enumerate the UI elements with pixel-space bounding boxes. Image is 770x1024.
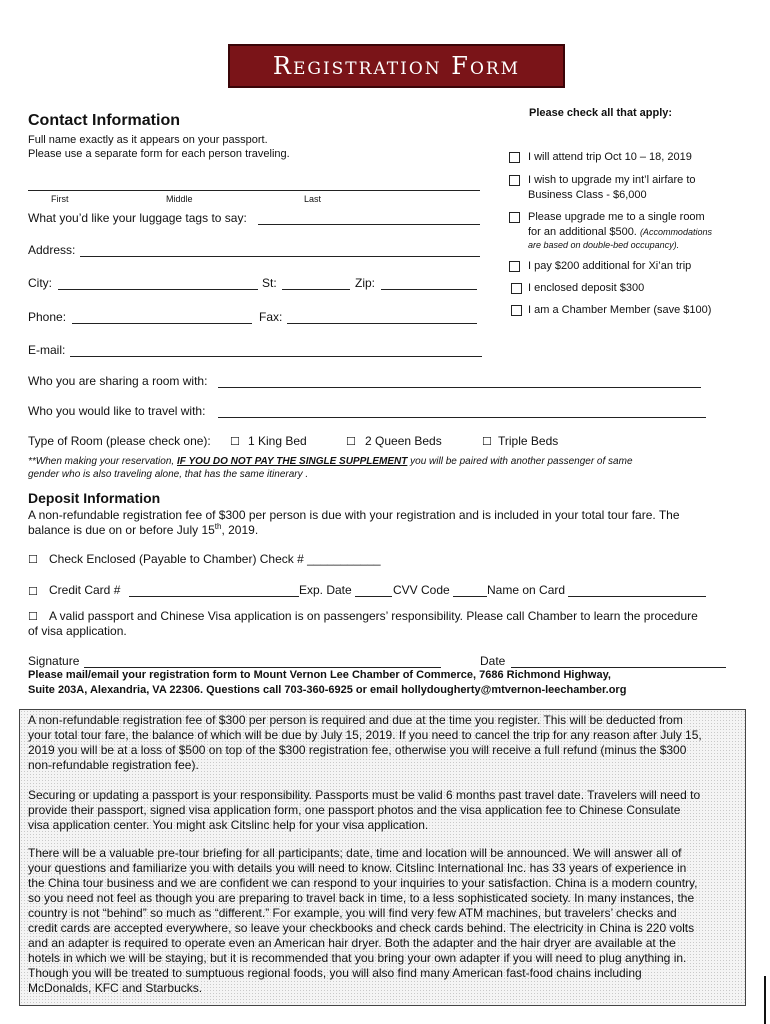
upgrade-airfare-label: I wish to upgrade my int’l airfare to <box>528 174 696 186</box>
single-room-checkbox[interactable] <box>509 212 520 223</box>
state-field[interactable] <box>282 289 350 290</box>
mail-instructions-1: Please mail/email your registration form to Mount Vernon Lee Chamber of Commerce, 7686 Richmond Highway, <box>28 669 611 681</box>
attend-trip-checkbox[interactable] <box>509 152 520 163</box>
contact-heading: Contact Information <box>28 112 180 129</box>
city-label: City: <box>28 276 52 290</box>
deposit-text-2-sup: th <box>214 522 222 531</box>
info-line: Though you will be treated to sumptuous regional foods, you will also find many American fast-food chains including <box>28 966 642 980</box>
info-line: and an adapter is required to operate even an American hair dryer. Both the adapter and the hair dryer are available at the <box>28 936 676 950</box>
zip-field[interactable] <box>381 289 477 290</box>
email-label: E-mail: <box>28 343 66 357</box>
info-line: provide their passport, signed visa application form, one passport photos and the visa application fee to Chinese Consulate <box>28 803 681 817</box>
phone-label: Phone: <box>28 310 67 324</box>
exp-date-label: Exp. Date <box>299 583 352 597</box>
info-paragraph-3 <box>28 846 742 996</box>
upgrade-airfare-checkbox[interactable] <box>509 175 520 186</box>
zip-label: Zip: <box>355 276 376 290</box>
info-line: McDonalds, KFC and Starbucks. <box>28 981 203 995</box>
check-enclosed-label: Check Enclosed (Payable to Chamber) Check # ___________ <box>49 552 381 566</box>
date-label: Date <box>480 654 506 668</box>
queen-beds-checkbox[interactable]: ☐ <box>346 436 356 448</box>
page-edge-mark <box>764 976 766 1024</box>
signature-label: Signature <box>28 654 80 668</box>
info-line: visa application center. You might ask Citslinc help for your visa application. <box>28 818 429 832</box>
luggage-field[interactable] <box>258 224 480 225</box>
mail-instructions-2: Suite 203A, Alexandria, VA 22306. Questions call 703-360-6925 or email hollydougherty@mtvernon-leechamber.org <box>28 684 627 696</box>
middle-label: Middle <box>166 194 193 204</box>
cvv-field[interactable] <box>453 596 487 597</box>
exp-date-field[interactable] <box>355 596 392 597</box>
occupancy-note: are based on double-bed occupancy). <box>528 240 680 250</box>
deposit-heading: Deposit Information <box>28 490 161 506</box>
deposit-text-2b: , 2019. <box>221 523 259 537</box>
phone-field[interactable] <box>72 323 252 324</box>
info-line: your questions and familiarize you with details you will need to know. Citslinc International Inc. has 33 years of experience in <box>28 861 687 875</box>
credit-card-field[interactable] <box>129 596 299 597</box>
chamber-member-label: I am a Chamber Member (save $100) <box>528 304 712 316</box>
sharing-field[interactable] <box>218 387 701 388</box>
deposit-text-1: A non-refundable registration fee of $300 per person is due with your registration and is included in your total tour fare. The <box>28 508 680 522</box>
sharing-label: Who you are sharing a room with: <box>28 374 208 388</box>
xian-trip-checkbox[interactable] <box>509 261 520 272</box>
info-line: country is not “behind” so much as “different.” For example, you will find very few ATM machines, but travelers’ checks and <box>28 906 677 920</box>
cvv-label: CVV Code <box>393 583 450 597</box>
name-instruction-2: Please use a separate form for each person traveling. <box>28 148 290 160</box>
business-class-label: Business Class - $6,000 <box>528 189 647 201</box>
info-line: the China tour business and we are confident we can respond to your inquiries to your satisfaction. China is a modern country, <box>28 876 698 890</box>
info-line: credit cards are accepted everywhere, so leave your checkbooks and check cards behind. The electricity in China is 220 volts <box>28 921 695 935</box>
info-line: hotels in which we will be staying, but it is recommended that you bring your own adapter if you will need to plug anything in. <box>28 951 687 965</box>
xian-trip-label: I pay $200 additional for Xi’an trip <box>528 260 692 272</box>
fax-label: Fax: <box>259 310 283 324</box>
info-paragraph-2 <box>28 788 742 833</box>
full-name-field[interactable] <box>28 190 480 191</box>
single-room-price-text: for an additional $500. <box>528 226 637 238</box>
info-line: non-refundable registration fee). <box>28 758 199 772</box>
travel-with-field[interactable] <box>218 417 706 418</box>
address-label: Address: <box>28 243 76 257</box>
single-supplement-note-2: gender who is also traveling alone, that has the same itinerary . <box>28 469 309 480</box>
accommodations-note: (Accommodations <box>639 227 712 237</box>
credit-card-checkbox[interactable]: ☐ <box>28 586 38 598</box>
checklist-heading: Please check all that apply: <box>529 107 673 119</box>
name-on-card-field[interactable] <box>568 596 706 597</box>
credit-card-label: Credit Card # <box>49 583 121 597</box>
king-bed-checkbox[interactable]: ☐ <box>230 436 240 448</box>
triple-beds-label: Triple Beds <box>498 434 559 448</box>
info-line: 2019 you will be at a loss of $500 on top of the $300 registration fee, otherwise you will receive a full refund (minus the $300 <box>28 743 687 757</box>
travel-with-label: Who you would like to travel with: <box>28 404 206 418</box>
state-label: St: <box>262 276 277 290</box>
name-on-card-label: Name on Card <box>487 583 566 597</box>
deposit-checkbox[interactable] <box>511 283 522 294</box>
single-room-label: Please upgrade me to a single room <box>528 211 705 223</box>
single-room-price <box>528 226 712 238</box>
visa-text-2: of visa application. <box>28 624 127 638</box>
attend-trip-label: I will attend trip Oct 10 – 18, 2019 <box>528 151 692 163</box>
visa-text-1: A valid passport and Chinese Visa application is on passengers’ responsibility. Please call Chamber to learn the procedure <box>49 609 698 623</box>
info-paragraph-1 <box>28 713 742 773</box>
note-prefix: **When making your reservation, <box>28 456 177 467</box>
deposit-label: I enclosed deposit $300 <box>528 282 645 294</box>
signature-field[interactable] <box>84 667 441 668</box>
note-emphasis: IF YOU DO NOT PAY THE SINGLE SUPPLEMENT <box>176 456 408 467</box>
deposit-text-2 <box>28 522 258 537</box>
form-title: Registration Form <box>228 44 565 88</box>
room-type-label: Type of Room (please check one): <box>28 434 211 448</box>
visa-checkbox[interactable]: ☐ <box>28 611 38 623</box>
email-field[interactable] <box>70 356 482 357</box>
info-line: so you need not feel as though you are preparing to travel back in time, to a less sophisticated society. In many instances, the <box>28 891 695 905</box>
single-supplement-note <box>28 456 633 467</box>
note-suffix: you will be paired with another passenger of same <box>407 456 633 467</box>
address-field[interactable] <box>80 256 480 257</box>
name-instruction-1: Full name exactly as it appears on your passport. <box>28 134 268 146</box>
last-label: Last <box>304 194 322 204</box>
king-bed-label: 1 King Bed <box>248 434 307 448</box>
chamber-member-checkbox[interactable] <box>511 305 522 316</box>
luggage-label: What you’d like your luggage tags to say: <box>28 211 247 225</box>
deposit-text-2a: balance is due on or before July 15 <box>28 523 215 537</box>
city-field[interactable] <box>58 289 258 290</box>
first-label: First <box>51 194 69 204</box>
triple-beds-checkbox[interactable]: ☐ <box>482 436 492 448</box>
info-line: A non-refundable registration fee of $300 per person is required and due at the time you register. This will be deducted from <box>28 713 683 727</box>
info-line: There will be a valuable pre-tour briefing for all participants; date, time and location will be announced. We will answer all of <box>28 846 682 860</box>
info-line: your total tour fare, the balance of which will be due by July 15, 2019. If you need to cancel the trip for any reason after July 15, <box>28 728 702 742</box>
fax-field[interactable] <box>287 323 477 324</box>
check-enclosed-checkbox[interactable]: ☐ <box>28 554 38 566</box>
date-field[interactable] <box>511 667 726 668</box>
queen-beds-label: 2 Queen Beds <box>365 434 442 448</box>
info-line: Securing or updating a passport is your responsibility. Passports must be valid 6 months past travel date. Travelers will need to <box>28 788 701 802</box>
